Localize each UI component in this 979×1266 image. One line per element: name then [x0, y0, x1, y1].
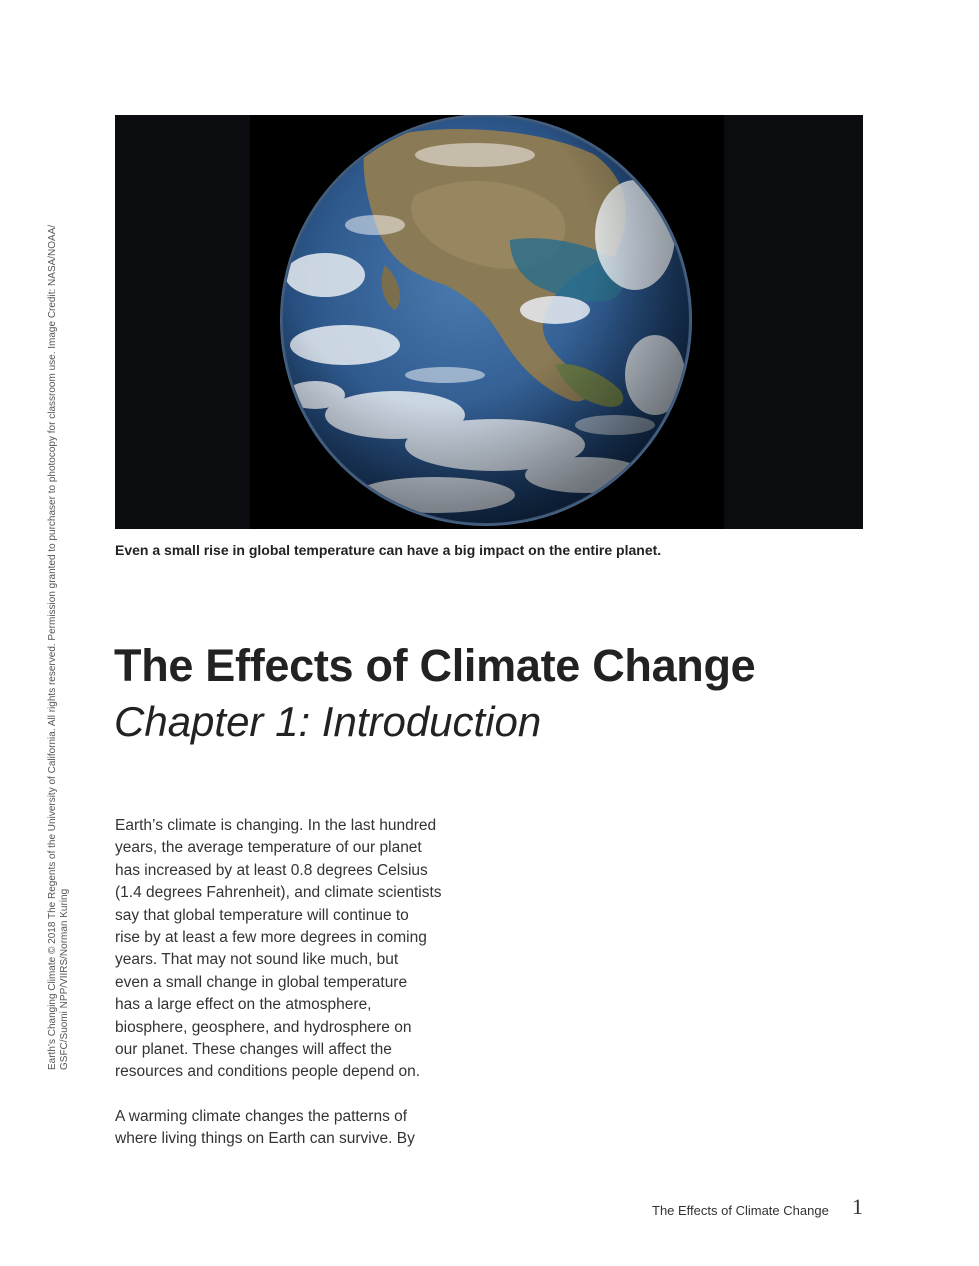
copyright-credit-line-1: Earth’s Changing Climate © 2018 The Regents of the University of California. All rights reserved. Permission granted to purchaser to photocopy for classroom use. Image Credit: NASA/NOAA/: [47, 224, 58, 1070]
text-line: resources and conditions people depend on.: [115, 1063, 421, 1081]
text-line: has increased by at least 0.8 degrees Celsius: [115, 861, 428, 879]
running-footer-title: The Effects of Climate Change: [652, 1203, 829, 1218]
text-line: rise by at least a few more degrees in coming: [115, 929, 427, 947]
copyright-credit-line-2: GSFC/Suomi NPP/VIIRS/Norman Kuring: [59, 888, 70, 1070]
text-line: biosphere, geosphere, and hydrosphere on: [115, 1018, 412, 1036]
chapter-subtitle: Chapter 1: Introduction: [114, 698, 542, 745]
text-line: our planet. These changes will affect the: [115, 1041, 392, 1059]
paragraph-1: [115, 815, 475, 1084]
earth-globe-graphic: [115, 115, 863, 529]
chapter-title: The Effects of Climate Change: [114, 640, 756, 691]
image-caption: Even a small rise in global temperature can have a big impact on the entire planet.: [115, 542, 662, 558]
copyright-credit: [47, 210, 71, 1070]
earth-image: [115, 115, 863, 529]
text-line: where living things on Earth can survive. By: [115, 1130, 415, 1148]
text-line: years. That may not sound like much, but: [115, 951, 399, 969]
text-line: say that global temperature will continue to: [115, 906, 409, 924]
text-line: (1.4 degrees Fahrenheit), and climate scientists: [115, 884, 442, 902]
body-text: [115, 815, 475, 1173]
text-line: Earth’s climate is changing. In the last hundred: [115, 817, 437, 834]
paragraph-2: [115, 1106, 475, 1151]
text-line: A warming climate changes the patterns of: [115, 1107, 408, 1125]
page-number: 1: [852, 1194, 863, 1219]
text-line: has a large effect on the atmosphere,: [115, 996, 372, 1014]
text-line: even a small change in global temperature: [115, 973, 408, 991]
text-line: years, the average temperature of our planet: [115, 839, 422, 857]
